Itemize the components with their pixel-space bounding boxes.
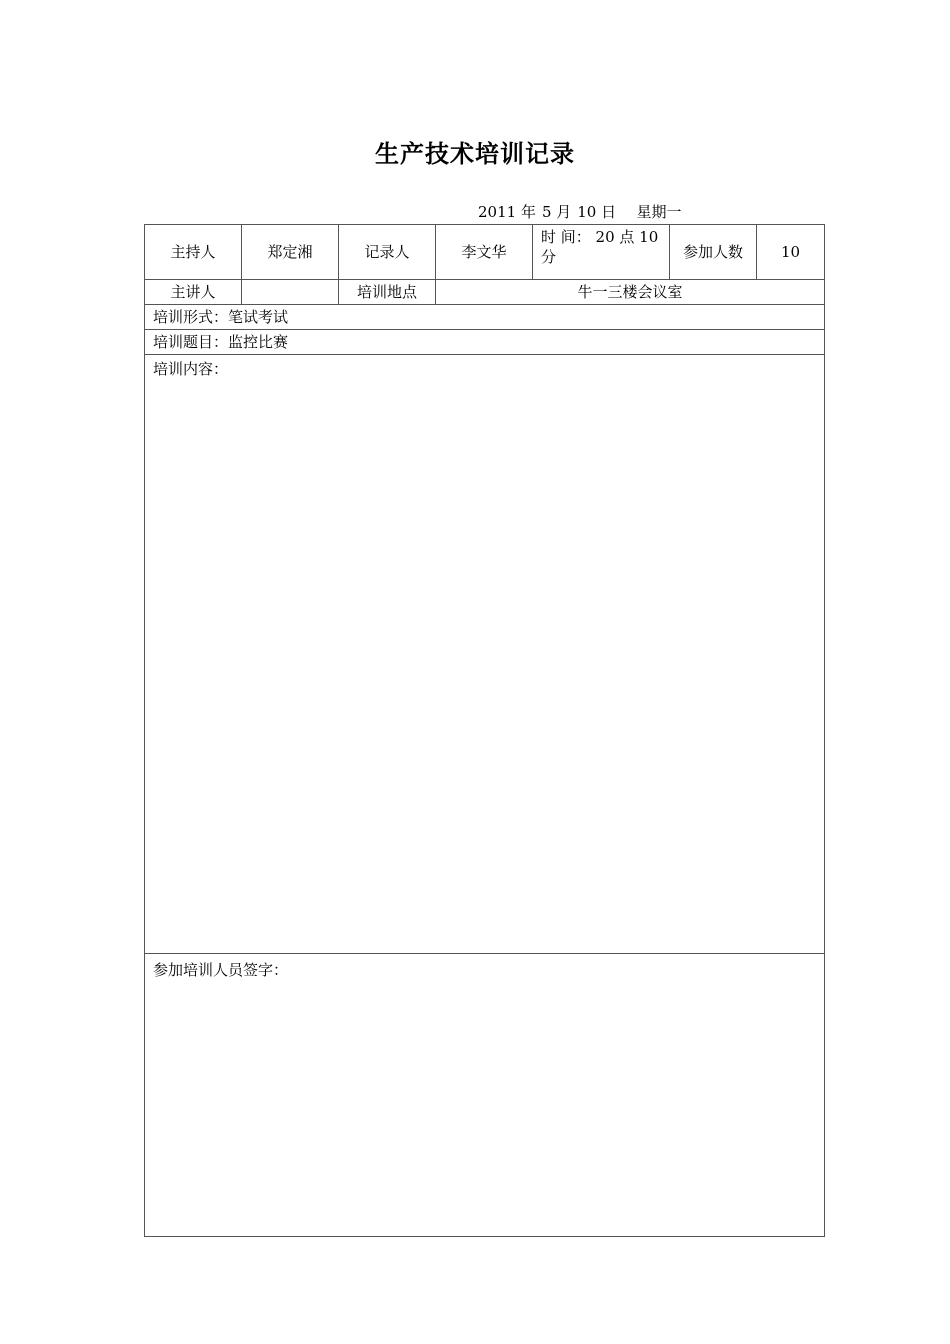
training-format: 培训形式：笔试考试 [145,305,825,330]
host-value: 郑定湘 [242,225,339,280]
date-weekday: 星期一 [636,203,682,221]
training-record-table [144,224,825,1237]
table-row [145,330,825,355]
table-row [145,225,825,280]
participant-signatures: 参加培训人员签字： [145,954,825,1237]
date-line [478,201,687,222]
lecturer-value [242,280,339,305]
date-year: 2011 年 [478,203,536,221]
date-month: 5 月 [541,203,572,221]
training-content: 培训内容： [145,355,825,954]
table-row [145,280,825,305]
host-label: 主持人 [145,225,242,280]
table-row [145,305,825,330]
attendees-value: 10 [757,225,825,280]
location-value: 牛一三楼会议室 [436,280,825,305]
lecturer-label: 主讲人 [145,280,242,305]
recorder-label: 记录人 [339,225,436,280]
time-cell: 时 间： 20 点 10 分 [533,225,670,280]
table-row [145,355,825,954]
recorder-value: 李文华 [436,225,533,280]
location-label: 培训地点 [339,280,436,305]
date-day: 10 日 [577,203,617,221]
training-topic: 培训题目：监控比赛 [145,330,825,355]
page-title: 生产技术培训记录 [375,140,575,168]
table-row [145,954,825,1237]
attendees-label: 参加人数 [670,225,757,280]
